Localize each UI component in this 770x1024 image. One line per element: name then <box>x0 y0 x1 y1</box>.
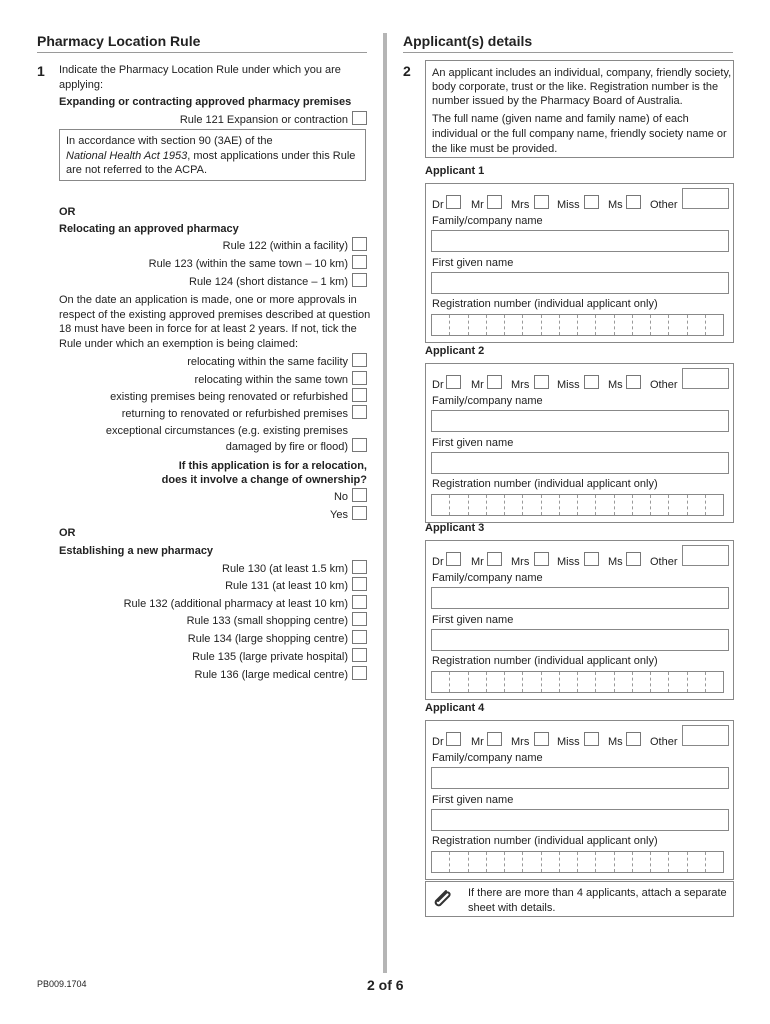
applicant-1-title-other-input[interactable] <box>682 188 729 209</box>
approval-text-2: respect of the existing approved premises described at question <box>59 309 371 321</box>
exemption-returning-checkbox[interactable] <box>352 405 367 419</box>
applicant-1-title-dr-label: Dr <box>432 199 444 211</box>
applicant-2-box <box>425 363 734 523</box>
exemption-exceptional-label: exceptional circumstances (e.g. existing premises <box>105 425 348 437</box>
applicant-4-title-ms-label: Ms <box>608 736 623 748</box>
section-expand-title: Expanding or contracting approved pharmacy premises <box>59 96 352 108</box>
note-line2 <box>66 149 355 164</box>
exemption-same-town-label: relocating within the same town <box>194 374 348 386</box>
applicant-1-title-dr-checkbox[interactable] <box>446 195 461 209</box>
exemption-exceptional-checkbox[interactable] <box>352 438 367 452</box>
applicant-3-reg-label: Registration number (individual applicant only) <box>432 655 658 667</box>
rule121-note-box <box>59 129 366 181</box>
applicant-2-title-other-input[interactable] <box>682 368 729 389</box>
applicant-2-title-dr-label: Dr <box>432 379 444 391</box>
ownership-no-label: No <box>333 491 348 503</box>
applicant-4-first-input[interactable] <box>431 809 729 831</box>
applicant-4-title-other-input[interactable] <box>682 725 729 746</box>
ownership-yes-checkbox[interactable] <box>352 506 367 520</box>
applicant-1-first-label: First given name <box>432 257 514 269</box>
applicant-1-title-mr-checkbox[interactable] <box>487 195 502 209</box>
attach-note-line2: sheet with details. <box>468 902 556 914</box>
applicant-4-label: Applicant 4 <box>425 702 485 714</box>
applicant-1-title-mr-label: Mr <box>471 199 484 211</box>
applicant-3-title-miss-checkbox[interactable] <box>584 552 599 566</box>
approval-text-4: Rule under which an exemption is being claimed: <box>59 338 299 350</box>
applicant-3-title-ms-checkbox[interactable] <box>626 552 641 566</box>
rule124-checkbox[interactable] <box>352 273 367 287</box>
applicant-2-first-input[interactable] <box>431 452 729 474</box>
applicant-3-first-label: First given name <box>432 614 514 626</box>
applicant-4-title-mr-label: Mr <box>471 736 484 748</box>
applicant-1-family-label: Family/company name <box>432 215 543 227</box>
rule134-checkbox[interactable] <box>352 630 367 644</box>
applicant-2-first-label: First given name <box>432 437 514 449</box>
applicant-info-box <box>425 60 734 158</box>
applicant-2-reg-label: Registration number (individual applicant only) <box>432 478 658 490</box>
act-name: National Health Act 1953 <box>66 150 188 162</box>
applicant-4-family-label: Family/company name <box>432 752 543 764</box>
applicant-4-title-ms-checkbox[interactable] <box>626 732 641 746</box>
approval-text-3: 18 must have been in force for at least 2 years. If not, tick the <box>59 323 357 335</box>
applicant-3-title-other-input[interactable] <box>682 545 729 566</box>
exemption-renovated-checkbox[interactable] <box>352 388 367 402</box>
applicant-1-label: Applicant 1 <box>425 165 485 177</box>
rule136-label: Rule 136 (large medical centre) <box>194 669 348 681</box>
rule122-label: Rule 122 (within a facility) <box>222 240 348 252</box>
applicant-3-family-label: Family/company name <box>432 572 543 584</box>
approval-text-1: On the date an application is made, one or more approvals in <box>59 294 357 306</box>
applicant-3-title-dr-checkbox[interactable] <box>446 552 461 566</box>
rule132-label: Rule 132 (additional pharmacy at least 10 km) <box>123 598 348 610</box>
info-line3: number issued by the Pharmacy Board of Australia. <box>432 95 683 107</box>
applicant-4-reg-label: Registration number (individual applicant only) <box>432 835 658 847</box>
rule133-checkbox[interactable] <box>352 612 367 626</box>
rule133-label: Rule 133 (small shopping centre) <box>186 615 348 627</box>
applicant-3-title-mrs-checkbox[interactable] <box>534 552 549 566</box>
applicant-1-title-mrs-label: Mrs <box>511 199 530 211</box>
applicant-3-title-other-label: Other <box>650 556 678 568</box>
applicant-1-title-mrs-checkbox[interactable] <box>534 195 549 209</box>
applicant-4-title-mr-checkbox[interactable] <box>487 732 502 746</box>
or-separator-1: OR <box>59 206 76 218</box>
applicant-4-registration-input[interactable] <box>431 851 724 873</box>
applicant-4-title-mrs-checkbox[interactable] <box>534 732 549 746</box>
note-line2-rest: , most applications under this Rule <box>187 150 356 162</box>
applicant-4-title-dr-checkbox[interactable] <box>446 732 461 746</box>
applicant-3-label: Applicant 3 <box>425 522 485 534</box>
applicant-3-title-mrs-label: Mrs <box>511 556 530 568</box>
exemption-renovated-label: existing premises being renovated or refurbished <box>110 391 348 403</box>
applicant-2-title-mrs-checkbox[interactable] <box>534 375 549 389</box>
applicant-2-title-ms-label: Ms <box>608 379 623 391</box>
applicant-2-title-mrs-label: Mrs <box>511 379 530 391</box>
rule136-checkbox[interactable] <box>352 666 367 680</box>
section-relocate-title: Relocating an approved pharmacy <box>59 223 239 235</box>
page-number: 2 of 6 <box>367 977 404 993</box>
applicant-3-first-input[interactable] <box>431 629 729 651</box>
rule131-checkbox[interactable] <box>352 577 367 591</box>
q1-intro-cont: applying: <box>59 79 104 91</box>
paperclip-icon <box>430 887 454 914</box>
applicant-3-title-mr-checkbox[interactable] <box>487 552 502 566</box>
applicant-1-title-ms-label: Ms <box>608 199 623 211</box>
column-divider <box>383 33 387 973</box>
rule135-checkbox[interactable] <box>352 648 367 662</box>
rule132-checkbox[interactable] <box>352 595 367 609</box>
applicant-3-registration-input[interactable] <box>431 671 724 693</box>
applicant-3-family-input[interactable] <box>431 587 729 609</box>
applicant-1-registration-input[interactable] <box>431 314 724 336</box>
applicant-3-title-ms-label: Ms <box>608 556 623 568</box>
exemption-same-facility-checkbox[interactable] <box>352 353 367 367</box>
applicant-4-box <box>425 720 734 880</box>
applicant-1-title-miss-checkbox[interactable] <box>584 195 599 209</box>
rule121-checkbox[interactable] <box>352 111 367 125</box>
form-code: PB009.1704 <box>37 979 87 989</box>
applicant-1-reg-label: Registration number (individual applicant only) <box>432 298 658 310</box>
attach-note-box <box>425 881 734 917</box>
ownership-yes-label: Yes <box>330 509 348 521</box>
applicant-2-family-label: Family/company name <box>432 395 543 407</box>
note-line3: are not referred to the ACPA. <box>66 164 208 176</box>
applicant-2-title-mr-checkbox[interactable] <box>487 375 502 389</box>
q1-intro: Indicate the Pharmacy Location Rule under which you are <box>59 64 341 76</box>
section-new-title: Establishing a new pharmacy <box>59 545 214 557</box>
rule122-checkbox[interactable] <box>352 237 367 251</box>
question-number-2: 2 <box>403 63 411 79</box>
applicant-1-first-input[interactable] <box>431 272 729 294</box>
applicant-3-title-dr-label: Dr <box>432 556 444 568</box>
rule123-label: Rule 123 (within the same town – 10 km) <box>148 258 348 270</box>
ownership-no-checkbox[interactable] <box>352 488 367 502</box>
applicant-4-title-miss-label: Miss <box>557 736 580 748</box>
applicant-2-label: Applicant 2 <box>425 345 485 357</box>
applicant-4-title-dr-label: Dr <box>432 736 444 748</box>
info-line2: body corporate, trust or the like. Registration number is the <box>432 81 719 93</box>
rule124-label: Rule 124 (short distance – 1 km) <box>189 276 348 288</box>
applicant-1-title-ms-checkbox[interactable] <box>626 195 641 209</box>
rule130-label: Rule 130 (at least 1.5 km) <box>222 563 348 575</box>
applicant-2-title-ms-checkbox[interactable] <box>626 375 641 389</box>
rule121-label: Rule 121 Expansion or contraction <box>179 114 348 126</box>
rule123-checkbox[interactable] <box>352 255 367 269</box>
applicant-1-box <box>425 183 734 343</box>
applicant-4-family-input[interactable] <box>431 767 729 789</box>
applicant-4-title-mrs-label: Mrs <box>511 736 530 748</box>
exemption-returning-label: returning to renovated or refurbished premises <box>121 408 348 420</box>
or-separator-2: OR <box>59 527 76 539</box>
exemption-same-facility-label: relocating within the same facility <box>187 356 348 368</box>
rule130-checkbox[interactable] <box>352 560 367 574</box>
applicant-2-title-dr-checkbox[interactable] <box>446 375 461 389</box>
applicant-4-title-other-label: Other <box>650 736 678 748</box>
info-line6: the like must be provided. <box>432 143 558 155</box>
applicant-2-title-miss-label: Miss <box>557 379 580 391</box>
applicant-4-title-miss-checkbox[interactable] <box>584 732 599 746</box>
applicant-3-box <box>425 540 734 700</box>
heading-rule-right <box>403 52 733 53</box>
applicant-1-family-input[interactable] <box>431 230 729 252</box>
applicant-2-family-input[interactable] <box>431 410 729 432</box>
applicant-1-title-other-label: Other <box>650 199 678 211</box>
rule135-label: Rule 135 (large private hospital) <box>192 651 348 663</box>
info-line4: The full name (given name and family name) of each <box>432 113 689 125</box>
applicant-2-title-other-label: Other <box>650 379 678 391</box>
applicant-2-title-miss-checkbox[interactable] <box>584 375 599 389</box>
rule134-label: Rule 134 (large shopping centre) <box>187 633 348 645</box>
ownership-question: If this application is for a relocation, <box>178 460 367 472</box>
section-title-applicants: Applicant(s) details <box>403 33 533 49</box>
ownership-question-cont: does it involve a change of ownership? <box>161 474 367 486</box>
exemption-exceptional-label-cont: damaged by fire or flood) <box>225 441 348 453</box>
applicant-2-title-mr-label: Mr <box>471 379 484 391</box>
note-line1: In accordance with section 90 (3AE) of the <box>66 135 273 147</box>
heading-rule <box>37 52 367 53</box>
attach-note-line1: If there are more than 4 applicants, attach a separate <box>468 887 727 899</box>
applicant-1-title-miss-label: Miss <box>557 199 580 211</box>
rule131-label: Rule 131 (at least 10 km) <box>225 580 348 592</box>
question-number-1: 1 <box>37 63 45 79</box>
info-line5: individual or the full company name, friendly society name or <box>432 128 727 140</box>
applicant-3-title-miss-label: Miss <box>557 556 580 568</box>
applicant-4-first-label: First given name <box>432 794 514 806</box>
page-title-location-rule: Pharmacy Location Rule <box>37 33 201 49</box>
applicant-2-registration-input[interactable] <box>431 494 724 516</box>
exemption-same-town-checkbox[interactable] <box>352 371 367 385</box>
applicant-3-title-mr-label: Mr <box>471 556 484 568</box>
info-line1: An applicant includes an individual, company, friendly society, <box>432 67 732 79</box>
